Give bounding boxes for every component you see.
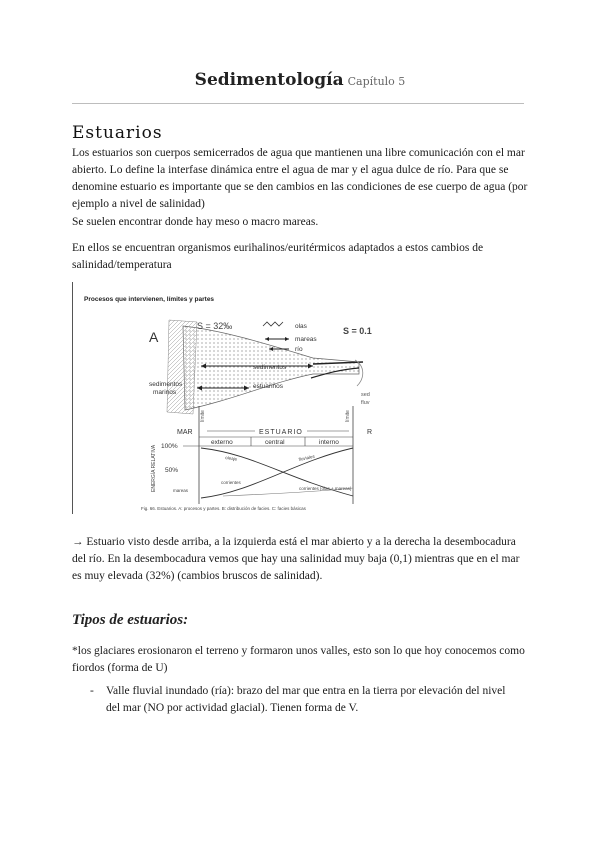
figure-note-paragraph: → Estuario visto desde arriba, a la izquierda está el mar abierto y a la derecha la desembocadura del río. En la desembocadura vemos que hay una salinidad muy baja (0,1) mientras que en el mar es muy elevada (32%) (cambios bruscos de salinidad). — [72, 536, 520, 582]
document-title: Sedimentología — [194, 70, 344, 90]
figure-caption: Fig. 66. Estuarios. A: procesos y partes. B: distribución de facies. C: facies básicas — [141, 506, 306, 511]
label-curva-2: fluviales — [298, 453, 316, 462]
label-limite-2: límite — [345, 410, 351, 422]
zone-externo: externo — [211, 439, 233, 446]
organismos-paragraph: En ellos se encuentran organismos eurihalinos/euritérmicos adaptados a estos cambios de salinidad/temperatura — [72, 242, 484, 271]
label-rio-letter: R — [367, 429, 373, 436]
panel-label: A — [149, 329, 159, 345]
zone-central: central — [265, 439, 285, 446]
salinity-left: S = 32‰ — [197, 321, 233, 331]
figure-heading: Procesos que intervienen, límites y partes — [84, 296, 215, 303]
label-curva-3: mareas — [173, 488, 189, 493]
label-estuarinos: estuarinos — [253, 383, 283, 390]
wave-legend-icon — [263, 322, 283, 326]
estuary-figure — [72, 282, 375, 514]
chapter-label: Capítulo 5 — [347, 75, 406, 88]
label-pct-100: 100% — [161, 443, 178, 450]
legend-olas: olas — [295, 323, 307, 330]
salinity-right: S = 0.1 — [343, 326, 372, 336]
label-sed-fluv-1: sed — [361, 392, 370, 398]
legend-mareas: mareas — [295, 336, 317, 343]
legend-rio: río — [295, 346, 303, 353]
header-divider — [72, 103, 524, 104]
label-estuario: ESTUARIO — [259, 429, 303, 436]
section-title: Estuarios — [72, 123, 163, 143]
label-energia: ENERGÍA RELATIVA — [151, 444, 157, 492]
glaciares-paragraph: *los glaciares erosionaron el terreno y formaron unos valles, esto son lo que hoy conocemos como fiordos (forma de U) — [72, 645, 525, 674]
intro-paragraph: Los estuarios son cuerpos semicerrados de agua que mantienen una libre comunicación con el mar abierto. Lo define la interfase dinámica entre el agua de mar y el agua dulce de río. Para que se denomine estuario es importante que se den cambios en las condiciones de ese cuerpo de agua (por ejemplo a nivel de salinidad) — [72, 147, 528, 210]
bullet-text: Valle fluvial inundado (ría): brazo del mar que entra en la tierra por elevación del nivel del mar (NO por actividad glacial). Tienen forma de V. — [106, 685, 506, 714]
label-curva-4: oleaje — [224, 455, 238, 462]
estuary-diagram — [73, 282, 375, 514]
sea-zone — [167, 320, 197, 414]
label-sed-marinos-1: sedimentos — [149, 381, 183, 388]
label-sed-fluv-2: fluv — [361, 400, 370, 406]
label-pct-50: 50% — [165, 467, 179, 474]
page-header — [0, 70, 600, 90]
label-limite-1: límite — [200, 410, 206, 422]
bullet-marker: - — [90, 685, 94, 697]
zone-interno: interno — [319, 439, 339, 446]
label-curva-1: corrientes — [221, 480, 241, 485]
mareas-paragraph: Se suelen encontrar donde hay meso o macro mareas. — [72, 216, 319, 228]
label-curva-5: corrientes (olas + mareas) — [299, 486, 352, 491]
label-sed-marinos-2: marinos — [153, 389, 177, 396]
subheading-tipos: Tipos de estuarios: — [72, 612, 189, 628]
label-mar: MAR — [177, 429, 193, 436]
label-sedimentos: sedimentos — [253, 364, 287, 371]
